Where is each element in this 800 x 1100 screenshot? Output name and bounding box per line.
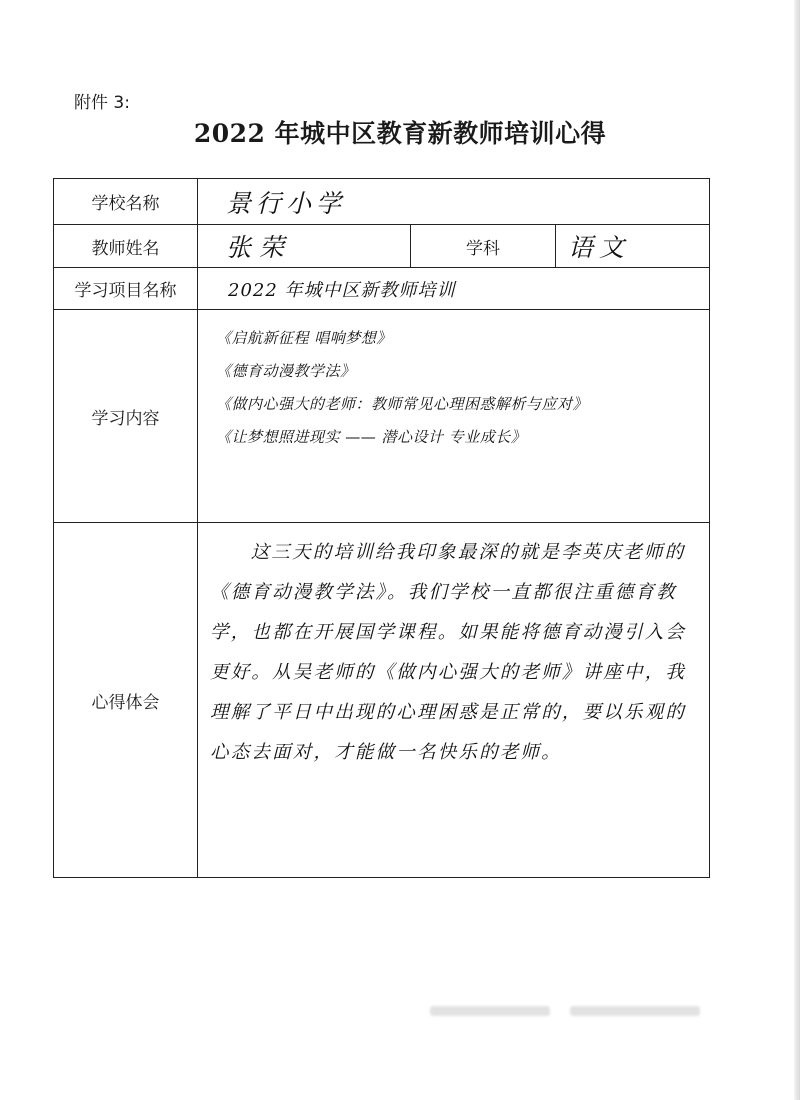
reflection-body: [198, 523, 709, 868]
content-item: 《做内心强大的老师：教师常见心理困惑解析与应对》: [216, 395, 589, 413]
project-name-value: 2022 年城中区新教师培训: [198, 268, 710, 310]
bleed-through-mark: [570, 1006, 700, 1016]
reflection-text: 这三天的培训给我印象最深的就是李英庆老师的《德育动漫教学法》。我们学校一直都很注重德育教学，也都在开展国学课程。如果能将德育动漫引入会更好。从吴老师的《做内心强大的老师》讲座中，我理解了平日中出现的心理困惑是正常的，要以乐观的心态去面对，才能做一名快乐的老师。: [210, 542, 687, 763]
content-item: 《德育动漫教学法》: [216, 362, 356, 380]
learning-content-label: 学习内容: [54, 310, 198, 523]
subject-label: 学科: [411, 225, 556, 268]
scan-edge-shadow: [794, 0, 800, 1100]
subject-value: 语文: [556, 225, 710, 268]
document-title: 2022 年城中区教育新教师培训心得: [193, 119, 607, 148]
learning-content-cell: [198, 310, 710, 523]
content-item: 《启航新征程 唱响梦想》: [216, 329, 392, 347]
row-reflection: [54, 523, 710, 878]
row-school: [54, 179, 710, 225]
reflection-cell: [198, 523, 710, 878]
school-name-label: 学校名称: [54, 179, 198, 225]
teacher-name-value: 张荣: [198, 225, 411, 268]
row-teacher: [54, 225, 710, 268]
project-name-label: 学习项目名称: [54, 268, 198, 310]
bleed-through-mark: [430, 1006, 550, 1016]
row-content: [54, 310, 710, 523]
reflection-label: 心得体会: [54, 523, 198, 878]
content-item: 《让梦想照进现实 —— 潜心设计 专业成长》: [216, 428, 527, 446]
training-form-table: [53, 178, 710, 878]
teacher-name-label: 教师姓名: [54, 225, 198, 268]
school-name-value: 景行小学: [198, 179, 710, 225]
row-project: [54, 268, 710, 310]
learning-content-list: [198, 310, 709, 512]
annex-label: 附件 3:: [74, 93, 130, 113]
